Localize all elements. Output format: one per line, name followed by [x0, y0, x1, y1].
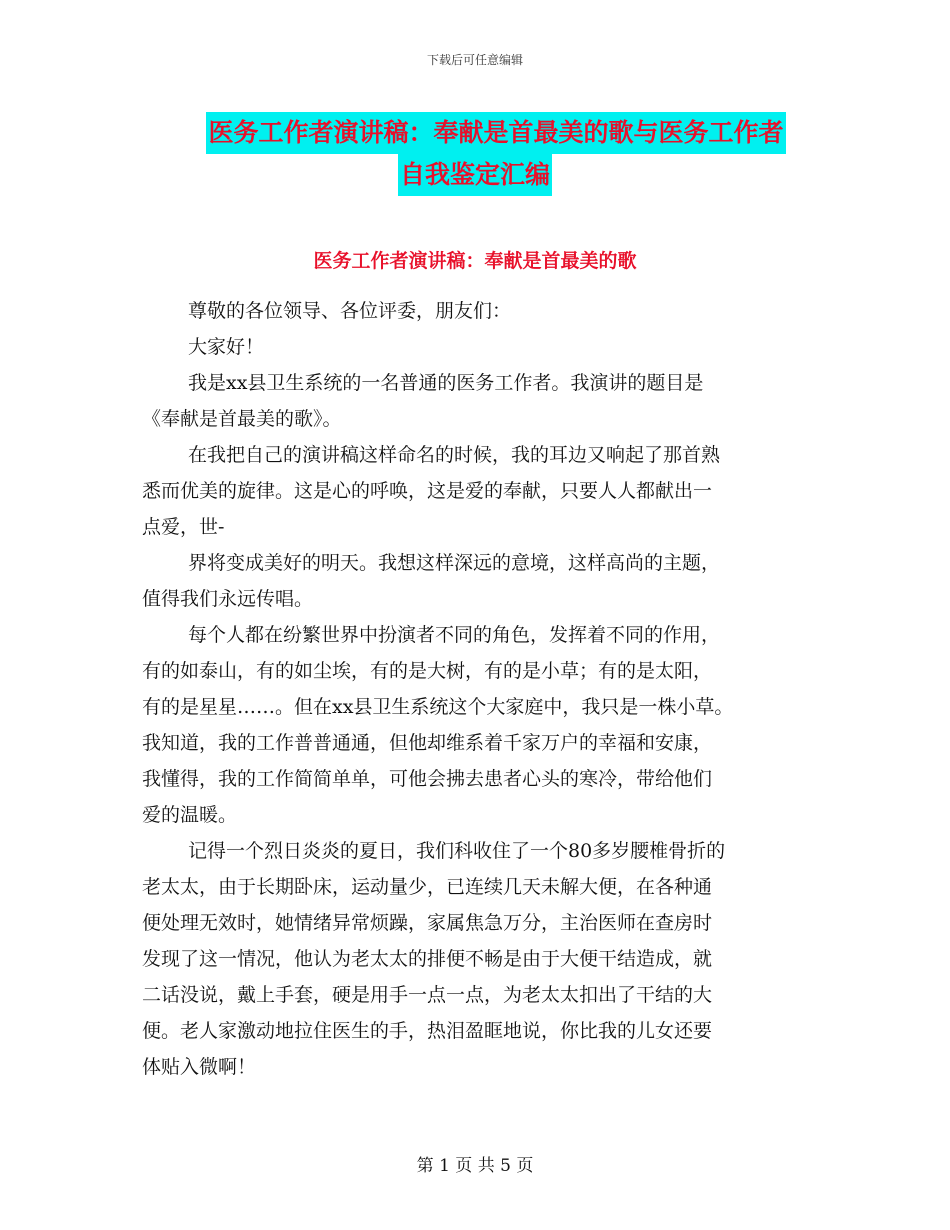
paragraph-line: 有的是星星……。但在xx县卫生系统这个大家庭中，我只是一株小草。 [142, 696, 734, 718]
document-title [0, 112, 950, 196]
document-title-line-1: 医务工作者演讲稿：奉献是首最美的歌与医务工作者 [206, 112, 785, 154]
paragraph-line: 记得一个烈日炎炎的夏日，我们科收住了一个80多岁腰椎骨折的 [188, 840, 726, 862]
page-number: 第 1 页 共 5 页 [416, 1156, 534, 1176]
section-title: 医务工作者演讲稿：奉献是首最美的歌 [313, 250, 637, 272]
paragraph-line: 体贴入微啊！ [142, 1056, 257, 1078]
page-header-note: 下载后可任意编辑 [426, 53, 523, 67]
paragraph-line: 便处理无效时，她情绪异常烦躁，家属焦急万分，主治医师在查房时 [142, 912, 713, 934]
paragraph-line: 在我把自己的演讲稿这样命名的时候，我的耳边又响起了那首熟 [188, 444, 721, 466]
paragraph-line: 我懂得，我的工作简简单单，可他会拂去患者心头的寒冷，带给他们 [142, 768, 713, 790]
paragraph-line: 界将变成美好的明天。我想这样深远的意境，这样高尚的主题， [188, 552, 721, 574]
paragraph-line: 尊敬的各位领导、各位评委，朋友们： [188, 300, 512, 322]
paragraph-line: 《奉献是首最美的歌》。 [142, 408, 342, 430]
paragraph-line: 便。老人家激动地拉住医生的手，热泪盈眶地说，你比我的儿女还要 [142, 1020, 713, 1042]
paragraph-line: 爱的温暖。 [142, 804, 238, 826]
paragraph-line: 悉而优美的旋律。这是心的呼唤，这是爱的奉献，只要人人都献出一 [142, 480, 713, 502]
body-text [142, 293, 822, 1085]
document-title-line-2: 自我鉴定汇编 [398, 154, 552, 196]
paragraph-line: 发现了这一情况，他认为老太太的排便不畅是由于大便干结造成，就 [142, 948, 713, 970]
paragraph-line: 我是xx县卫生系统的一名普通的医务工作者。我演讲的题目是 [188, 372, 704, 394]
paragraph-line: 老太太，由于长期卧床，运动量少，已连续几天未解大便，在各种通 [142, 876, 713, 898]
paragraph-line: 点爱，世- [142, 516, 225, 538]
paragraph-line: 每个人都在纷繁世界中扮演者不同的角色，发挥着不同的作用， [188, 624, 721, 646]
paragraph-line: 值得我们永远传唱。 [142, 588, 314, 610]
paragraph-line: 有的如泰山，有的如尘埃，有的是大树，有的是小草；有的是太阳， [142, 660, 713, 682]
paragraph-line: 大家好！ [188, 336, 265, 358]
paragraph-line: 二话没说，戴上手套，硬是用手一点一点，为老太太扣出了干结的大 [142, 984, 713, 1006]
paragraph-line: 我知道，我的工作普普通通，但他却维系着千家万户的幸福和安康， [142, 732, 713, 754]
